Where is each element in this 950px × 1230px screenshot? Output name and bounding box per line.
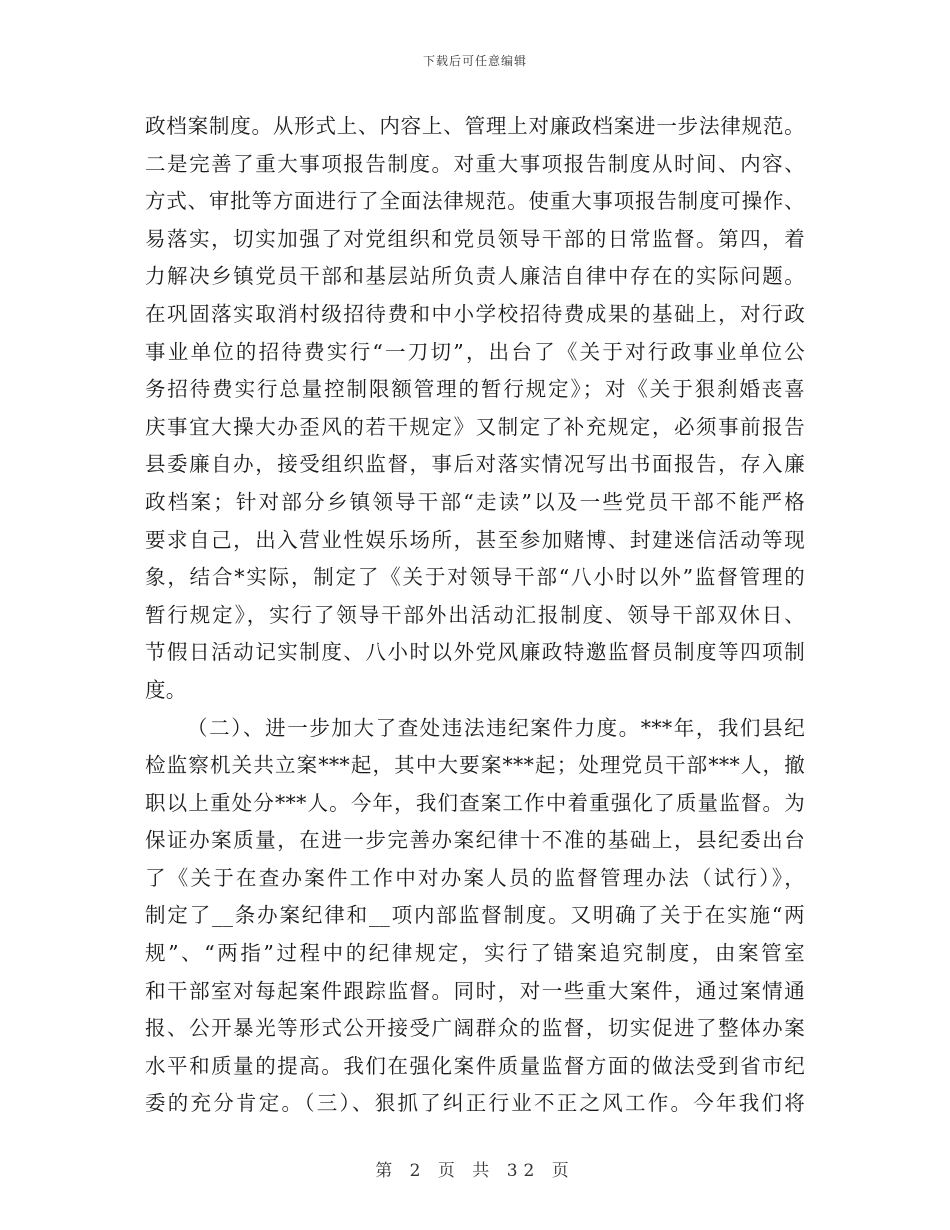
body-line: 保证办案质量，在进一步完善办案纪律十不准的基础上，县纪委出台: [145, 828, 805, 853]
body-line: 要求自己，出入营业性娱乐场所，甚至参加赌博、封建迷信活动等现: [145, 527, 805, 552]
body-line: 在巩固落实取消村级招待费和中小学校招待费成果的基础上，对行政: [145, 301, 805, 326]
body-line: 政档案制度。从形式上、内容上、管理上对廉政档案进一步法律规范。: [145, 114, 805, 138]
body-line: 县委廉自办，接受组织监督，事后对落实情况写出书面报告，存入廉: [145, 452, 805, 477]
body-line: 力解决乡镇党员干部和基层站所负责人廉洁自律中存在的实际问题。: [145, 264, 805, 289]
body-line: 报、公开暴光等形式公开接受广阔群众的监督，切实促进了整体办案: [145, 1016, 805, 1041]
page-number-footer: 第 2 页 共 32 页: [375, 1161, 575, 1181]
body-line: 度。: [145, 677, 187, 702]
document-body: [145, 108, 805, 1123]
body-line: 易落实，切实加强了对党组织和党员领导干部的日常监督。第四，着: [145, 226, 805, 251]
body-line: 和干部室对每起案件跟踪监督。同时，对一些重大案件，通过案情通: [145, 978, 805, 1003]
body-line: 庆事宜大操大办歪风的若干规定》又制定了补充规定，必须事前报告: [145, 414, 805, 439]
body-line: 二是完善了重大事项报告制度。对重大事项报告制度从时间、内容、: [145, 151, 805, 176]
page-header: 下载后可任意编辑: [422, 54, 527, 68]
body-line: 了《关于在查办案件工作中对办案人员的监督管理办法（试行）》，: [145, 865, 805, 890]
body-line: 规”、“两指”过程中的纪律规定，实行了错案追究制度，由案管室: [145, 941, 805, 966]
body-line: 检监察机关共立案***起，其中大要案***起；处理党员干部***人，撤: [145, 753, 805, 778]
body-line: 方式、审批等方面进行了全面法律规范。使重大事项报告制度可操作、: [145, 189, 805, 214]
body-line: 务招待费实行总量控制限额管理的暂行规定》；对《关于狠刹婚丧喜: [145, 377, 805, 402]
body-line: 暂行规定》，实行了领导干部外出活动汇报制度、领导干部双休日、: [145, 602, 805, 627]
body-line: 象，结合*实际，制定了《关于对领导干部“八小时以外”监督管理的: [145, 565, 805, 590]
body-line: （二）、进一步加大了查处违法违纪案件力度。***年，我们县纪: [187, 715, 805, 740]
body-line: 职以上重处分***人。今年，我们查案工作中着重强化了质量监督。为: [145, 790, 805, 815]
body-line: 事业单位的招待费实行“一刀切”，出台了《关于对行政事业单位公: [145, 339, 805, 364]
body-line: 政档案；针对部分乡镇领导干部“走读”以及一些党员干部不能严格: [145, 489, 805, 514]
body-line: 委的充分肯定。（三）、狠抓了纠正行业不正之风工作。今年我们将: [145, 1091, 805, 1116]
body-line: 水平和质量的提高。我们在强化案件质量监督方面的做法受到省市纪: [145, 1053, 805, 1078]
body-line: 制定了__条办案纪律和__项内部监督制度。又明确了关于在实施“两: [145, 903, 805, 928]
body-line: 节假日活动记实制度、八小时以外党风廉政特邀监督员制度等四项制: [145, 640, 805, 665]
